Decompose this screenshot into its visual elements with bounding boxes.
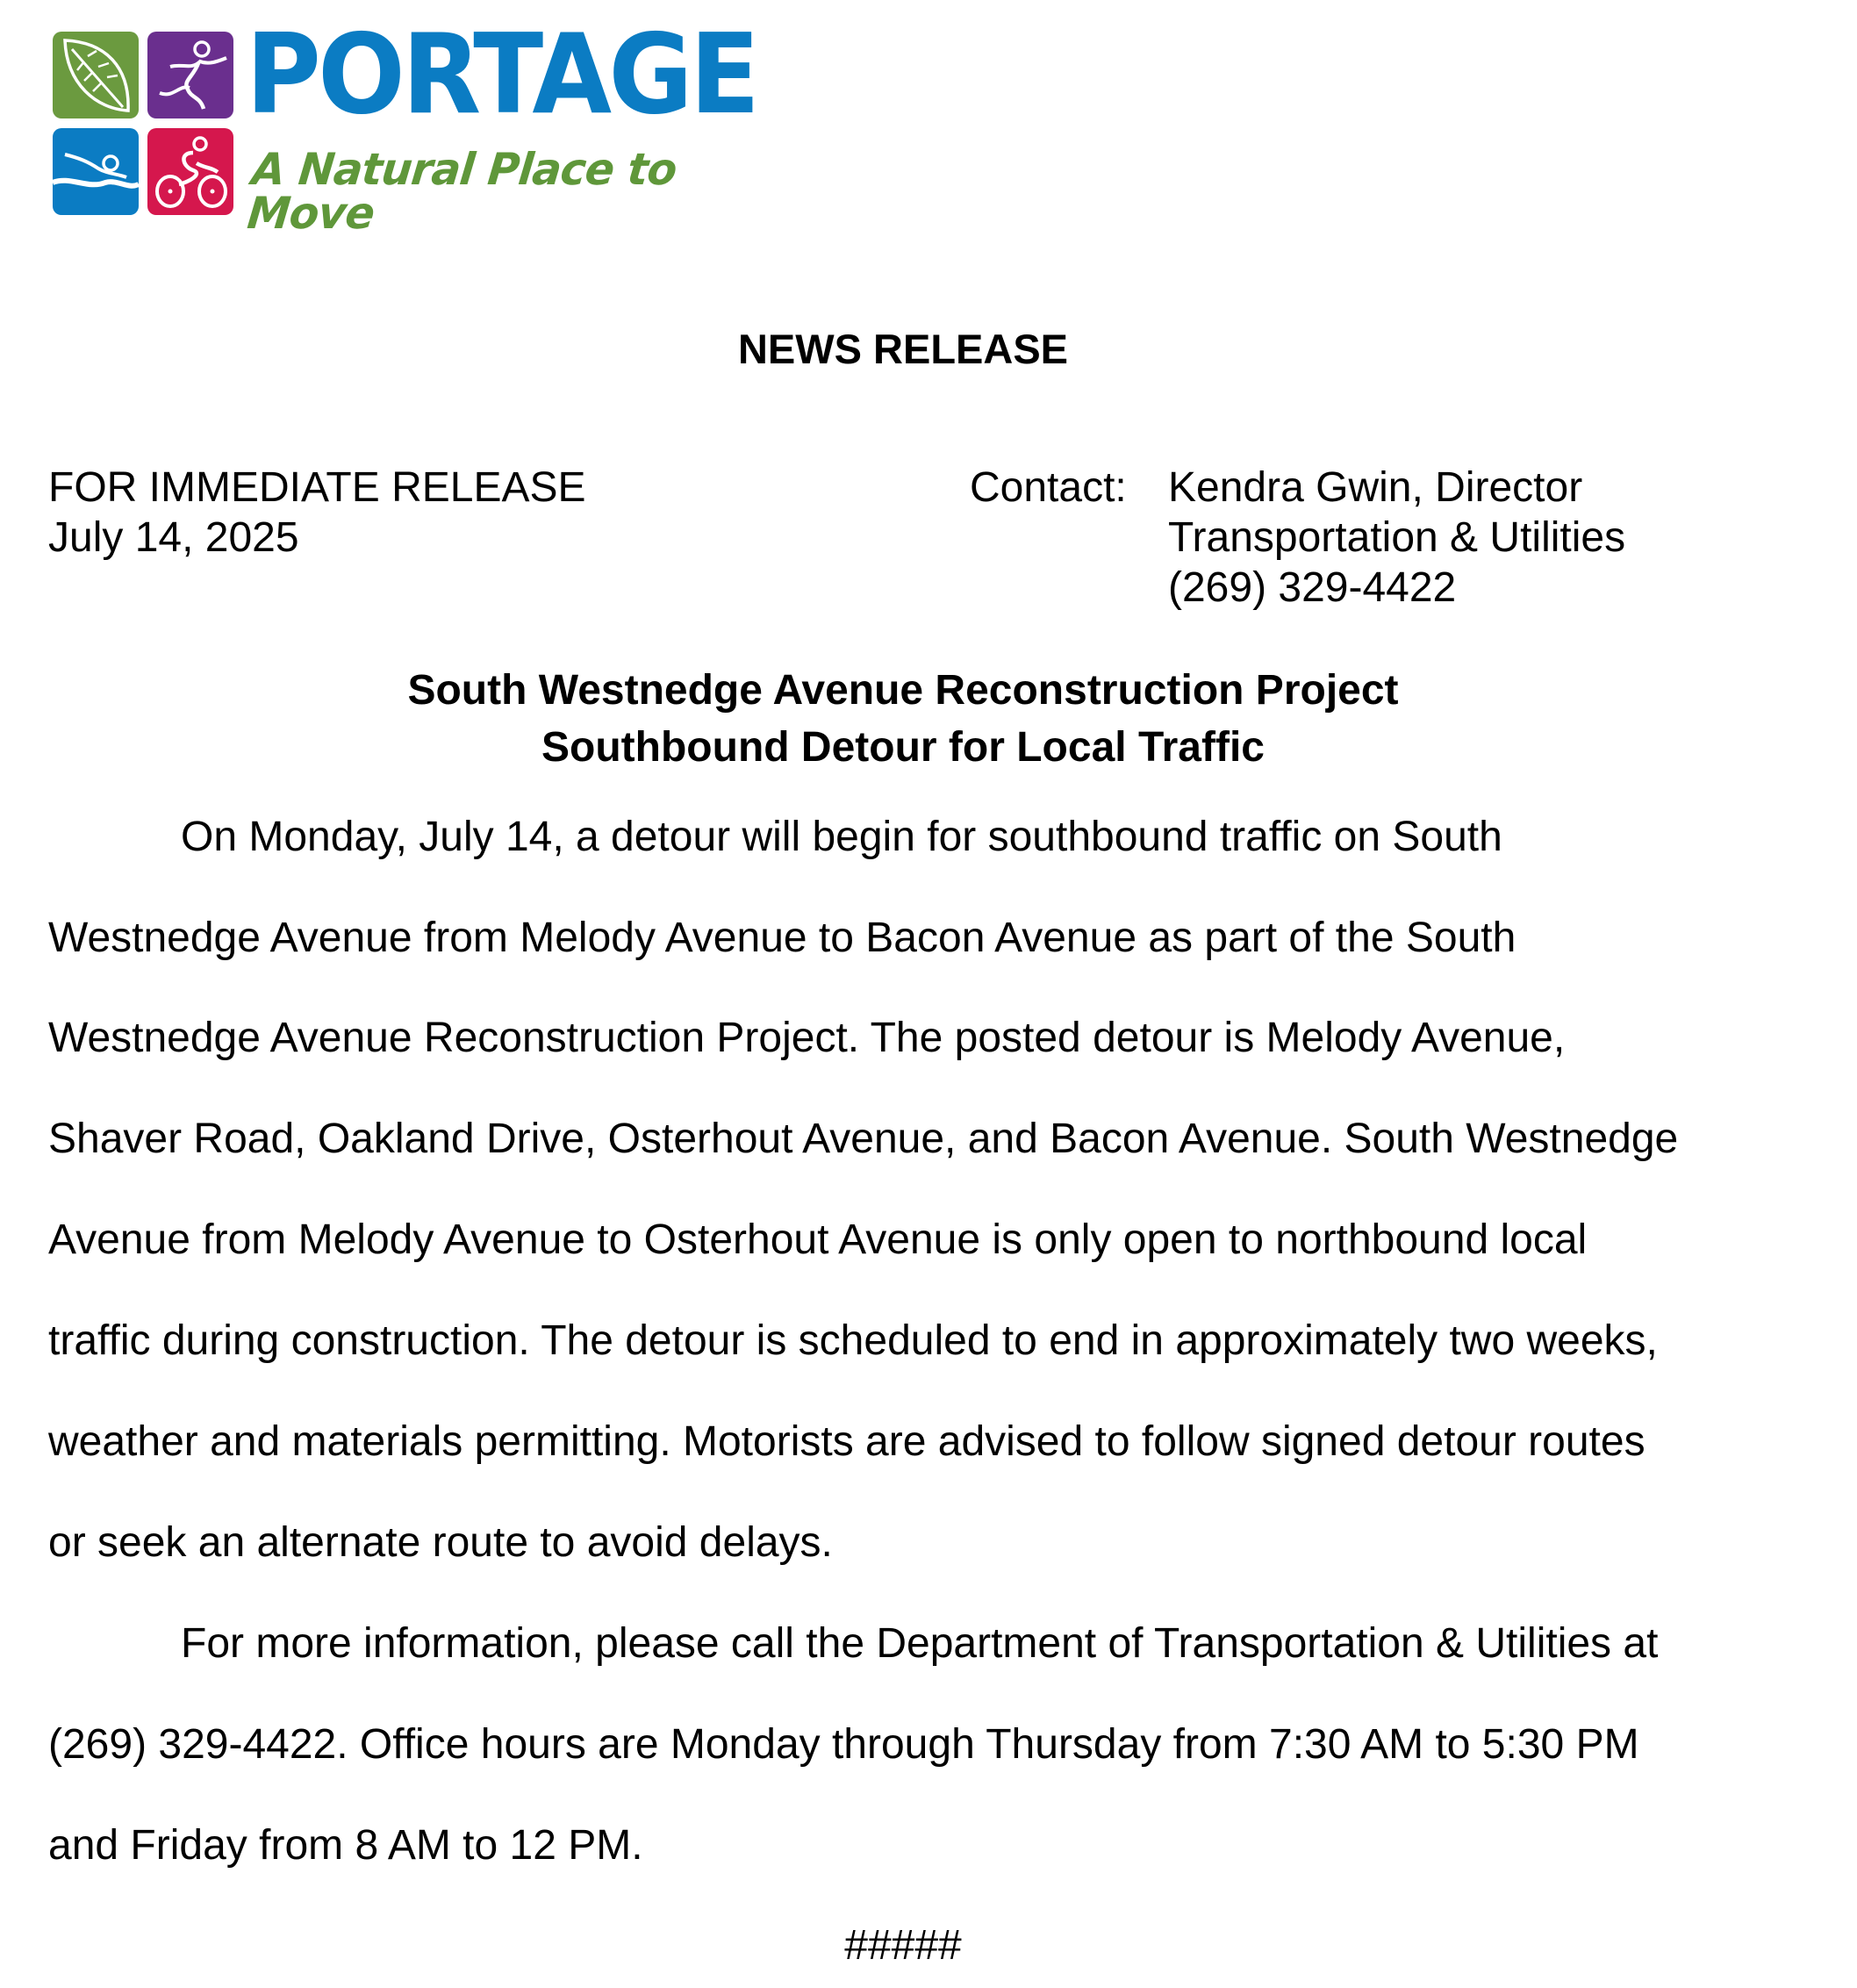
end-mark: ##### <box>844 1922 962 1969</box>
release-date: July 14, 2025 <box>48 514 299 561</box>
page-title: NEWS RELEASE <box>737 326 1069 372</box>
body-line: and Friday from 8 AM to 12 PM. <box>48 1822 643 1869</box>
portage-logo <box>53 10 825 239</box>
release-type: FOR IMMEDIATE RELEASE <box>48 464 586 511</box>
leaf-icon <box>53 32 139 118</box>
body-line: (269) 329-4422. Office hours are Monday through Thursday from 7:30 AM to 5:30 PM <box>48 1721 1639 1768</box>
contact-name: Kendra Gwin, Director <box>1168 464 1583 511</box>
body-line: Westnedge Avenue from Melody Avenue to Bacon Avenue as part of the South <box>48 915 1516 961</box>
headline-line-2: Southbound Detour for Local Traffic <box>541 724 1265 771</box>
body-line: Shaver Road, Oakland Drive, Osterhout Avenue, and Bacon Avenue. South Westnedge <box>48 1116 1679 1162</box>
body-line: Avenue from Melody Avenue to Osterhout Avenue is only open to northbound local <box>48 1216 1588 1263</box>
contact-label: Contact: <box>970 464 1127 511</box>
body-line: or seek an alternate route to avoid delays. <box>48 1519 833 1566</box>
contact-phone: (269) 329-4422 <box>1168 564 1457 611</box>
portage-tagline: A Natural Place to Move <box>245 144 679 239</box>
contact-department: Transportation & Utilities <box>1168 514 1626 561</box>
body-line: traffic during construction. The detour is scheduled to end in approximately two weeks, <box>48 1317 1658 1364</box>
swimmer-icon <box>53 128 139 215</box>
runner-icon <box>147 32 233 118</box>
cyclist-icon <box>147 128 233 215</box>
body-line: On Monday, July 14, a detour will begin for southbound traffic on South <box>181 814 1502 860</box>
portage-wordmark: PORTAGE <box>246 10 757 139</box>
headline-line-1: South Westnedge Avenue Reconstruction Project <box>407 667 1399 714</box>
body-line: For more information, please call the Department of Transportation & Utilities at <box>181 1620 1659 1667</box>
body-line: weather and materials permitting. Motorists are advised to follow signed detour routes <box>48 1418 1645 1465</box>
body-line: Westnedge Avenue Reconstruction Project. The posted detour is Melody Avenue, <box>48 1015 1566 1061</box>
